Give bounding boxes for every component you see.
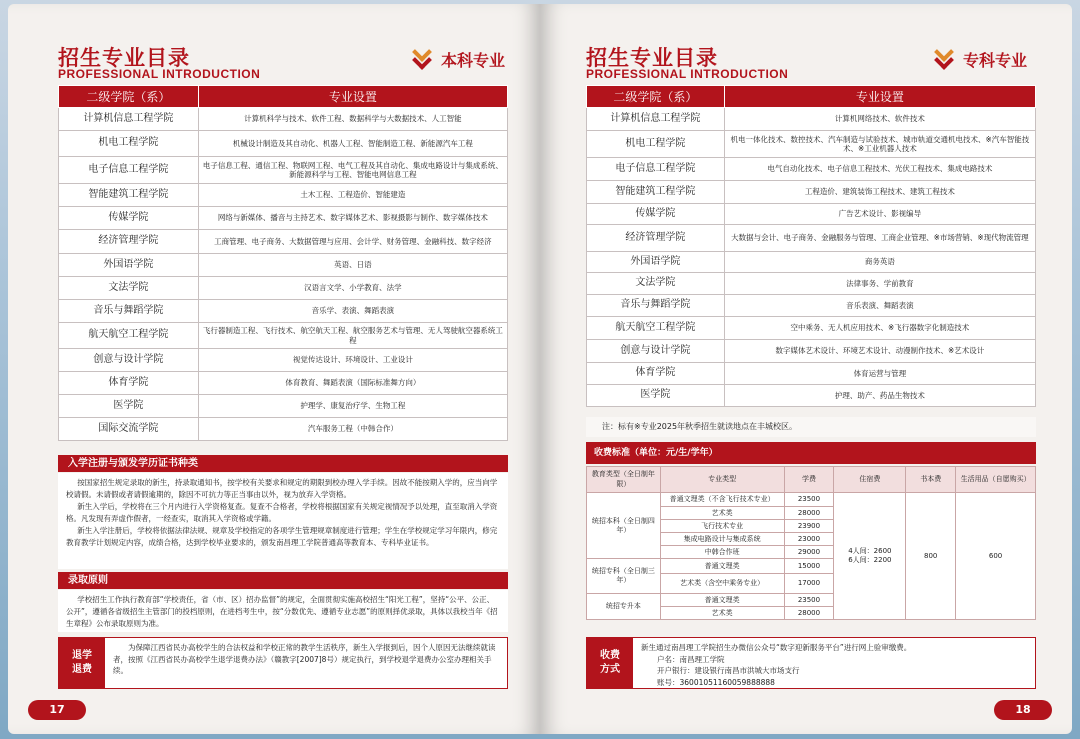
major-cell: 音乐学、表演、舞蹈表演 [198,300,507,323]
chevron-down-icon [413,49,433,71]
table-row [59,300,508,323]
paragraph: 新生入学后，学校将在三个月内进行入学资格复查。复查不合格者，学校将根据国家有关规定视情况予以处理，直至取消入学资格。凡发现有弄虚作假者，一经查实，取消其入学资格或学籍。 [66,502,498,523]
paragraph: 学校招生工作执行教育部“学校责任，省（市、区）招办监督”的规定，全面贯彻实施高校招生“阳光工程”，坚持“公平、公正、公开”，遵循各省级招生主管部门的投档原则，在进档考生中，按“分数优先、遵循专业志愿”的原则择优录取，具体以我校当年《招生章程》公布录取原则为准。 [66,595,498,628]
tuition-cell: 15000 [784,559,834,574]
major-cell: 计算机网络技术、软件技术 [724,108,1035,131]
book-fee-cell: 800 [906,493,956,620]
chevron-down-icon [935,49,955,71]
major-cell: 护理、助产、药品生物技术 [724,385,1035,407]
table-row [59,230,508,254]
dept-cell: 机电工程学院 [59,131,199,157]
edu-type-cell: 统招专升本 [587,594,661,620]
table-row [59,323,508,349]
table-row [587,295,1036,317]
table-row [59,184,508,207]
dept-cell: 智能建筑工程学院 [587,181,725,204]
payment-line: 户名：南昌理工学院 [657,654,725,664]
section-body-registration [58,473,508,569]
page-left [8,4,540,734]
section-header-registration: 入学注册与颁发学历证书种类 [58,455,508,472]
table-row [59,157,508,184]
major-cell: 机械设计制造及其自动化、机器人工程、智能制造工程、新能源汽车工程 [198,131,507,157]
table-row [59,372,508,395]
major-cell: 护理学、康复治疗学、生物工程 [198,395,507,418]
table-row [59,277,508,300]
dept-cell: 外国语学院 [59,254,199,277]
section-header-admission: 录取原则 [58,572,508,589]
dept-cell: 航天航空工程学院 [59,323,199,349]
tuition-cell: 23500 [784,493,834,507]
major-cell: 大数据与会计、电子商务、金融服务与管理、工商企业管理、※市场营销、※现代物流管理 [724,225,1035,252]
dept-cell: 文法学院 [587,273,725,295]
major-cell: 广告艺术设计、影视编导 [724,204,1035,225]
dept-cell: 文法学院 [59,277,199,300]
major-cell: 工程造价、建筑装饰工程技术、建筑工程技术 [724,181,1035,204]
major-type-cell: 飞行技术专业 [660,520,784,533]
fee-row [587,493,1036,507]
tuition-cell: 28000 [784,507,834,520]
major-cell: 英语、日语 [198,254,507,277]
table-row [587,363,1036,385]
category-badge [935,48,1027,71]
major-cell: 汽车服务工程（中韩合作） [198,418,507,441]
col-dorm: 住宿费 [834,467,906,493]
table-row [587,131,1036,158]
edu-type-cell: 统招本科（全日制四年） [587,493,661,559]
table-row [59,207,508,230]
table-row [587,317,1036,340]
major-cell: 商务英语 [724,252,1035,273]
major-type-cell: 普通文理类 [660,559,784,574]
refund-tag [59,638,105,688]
section-body-admission [58,590,508,632]
page-title: 招生专业目录 [586,46,718,70]
table-row [587,108,1036,131]
dept-cell: 计算机信息工程学院 [59,108,199,131]
major-type-cell: 普通文理类 [660,594,784,607]
tuition-cell: 23900 [784,520,834,533]
tag-line: 退费 [72,664,92,675]
tag-line: 收费 [600,650,620,661]
edu-type-cell: 统招专科（全日制三年） [587,559,661,594]
tuition-cell: 28000 [784,607,834,620]
major-cell: 土木工程、工程造价、智能建造 [198,184,507,207]
paragraph: 按国家招生规定录取的新生，持录取通知书，按学校有关要求和规定的期限到校办理入学手续。因故不能按期入学的，应当向学校请假。未请假或者请假逾期的，除因不可抗力等正当事由以外，视为放弃入学资格。 [66,478,498,499]
dept-cell: 医学院 [59,395,199,418]
table-row [587,204,1036,225]
table-row [587,385,1036,407]
dept-cell: 国际交流学院 [59,418,199,441]
table-row [587,225,1036,252]
major-cell: 音乐表演、舞蹈表演 [724,295,1035,317]
major-cell: 汉语言文学、小学教育、法学 [198,277,507,300]
col-dept: 二级学院（系） [587,86,725,108]
col-living: 生活用品（自愿购买） [956,467,1036,493]
major-type-cell: 普通文理类（不含飞行技术专业） [660,493,784,507]
table-row [587,252,1036,273]
payment-text [633,638,1035,688]
col-book: 书本费 [906,467,956,493]
payment-line: 开户银行：建设银行南昌市洪城大市场支行 [657,666,800,676]
major-type-cell: 中韩合作班 [660,546,784,559]
dept-cell: 外国语学院 [587,252,725,273]
paragraph: 新生入学注册后，学校将依据法律法规、规章及学校指定的各项学生管理规章制度进行管理；学生在学校规定学习年限内，修完教育教学计划规定内容，成绩合格，达到学校毕业要求的，颁发南昌理工学院普通高等教育本、专科毕业证书。 [66,526,498,547]
tag-line: 方式 [600,664,620,675]
dept-cell: 经济管理学院 [587,225,725,252]
fee-table [586,466,1036,620]
major-type-cell: 艺术类（含空中乘务专业） [660,574,784,594]
payment-box [586,637,1036,689]
dept-cell: 音乐与舞蹈学院 [587,295,725,317]
category-badge [413,48,505,71]
col-tuition: 学费 [784,467,834,493]
page-subtitle: PROFESSIONAL INTRODUCTION [586,67,789,81]
major-table [586,85,1036,407]
dept-cell: 音乐与舞蹈学院 [59,300,199,323]
major-cell: 飞行器制造工程、飞行技术、航空航天工程、航空服务艺术与管理、无人驾驶航空器系统工程 [198,323,507,349]
table-row [59,108,508,131]
page-right [540,4,1072,734]
dept-cell: 智能建筑工程学院 [59,184,199,207]
dept-cell: 体育学院 [587,363,725,385]
col-type: 专业类型 [660,467,784,493]
col-edu: 教育类型（全日制年限） [587,467,661,493]
dept-cell: 电子信息工程学院 [59,157,199,184]
dept-cell: 航天航空工程学院 [587,317,725,340]
page-subtitle: PROFESSIONAL INTRODUCTION [58,67,261,81]
fee-header: 收费标准（单位：元/生/学年） [586,442,1036,464]
major-type-cell: 艺术类 [660,607,784,620]
page-number: 17 [28,700,86,720]
dept-cell: 传媒学院 [587,204,725,225]
dorm-fee-cell: 4人间：2600 6人间：2200 [834,493,906,620]
tag-line: 退学 [72,650,92,661]
major-cell: 法律事务、学前教育 [724,273,1035,295]
table-row [587,340,1036,363]
category-label: 专科专业 [963,51,1028,70]
living-fee-cell: 600 [956,493,1036,620]
dept-cell: 计算机信息工程学院 [587,108,725,131]
payment-tag [587,638,633,688]
dept-cell: 经济管理学院 [59,230,199,254]
dept-cell: 机电工程学院 [587,131,725,158]
major-cell: 体育教育、舞蹈表演（国际标准舞方向） [198,372,507,395]
refund-text: 为保障江西省民办高校学生的合法权益和学校正常的教学生活秩序，新生入学报到后，因个人原因无法继续就读者，按照《江西省民办高校学生退学退费办法》（赣教字[2007]8号）规定执行，到学校退学退费办公室办理相关手续。 [113,643,496,676]
major-cell: 计算机科学与技术、软件工程、数据科学与大数据技术、人工智能 [198,108,507,131]
major-type-cell: 艺术类 [660,507,784,520]
major-cell: 数字媒体艺术设计、环境艺术设计、动漫制作技术、※艺术设计 [724,340,1035,363]
col-dept: 二级学院（系） [59,86,199,108]
dept-cell: 创意与设计学院 [59,349,199,372]
page-number: 18 [994,700,1052,720]
campus-note: 注：标有※专业2025年秋季招生就读地点在丰城校区。 [586,417,1036,437]
table-row [59,254,508,277]
major-table [58,85,508,441]
dept-cell: 医学院 [587,385,725,407]
dept-cell: 传媒学院 [59,207,199,230]
payment-line: 账号：36001051160059888888 [657,677,775,687]
table-row [59,418,508,441]
tuition-cell: 17000 [784,574,834,594]
tuition-cell: 23000 [784,533,834,546]
payment-line: 新生通过南昌理工学院招生办微信公众号“数字迎新服务平台”进行网上验审缴费。 [641,643,912,652]
col-major: 专业设置 [724,86,1035,108]
table-row [59,131,508,157]
major-cell: 电气自动化技术、电子信息工程技术、光伏工程技术、集成电路技术 [724,158,1035,181]
dept-cell: 创意与设计学院 [587,340,725,363]
major-cell: 机电一体化技术、数控技术、汽车制造与试验技术、城市轨道交通机电技术、※汽车智能技术、※工业机器人技术 [724,131,1035,158]
major-cell: 体育运营与管理 [724,363,1035,385]
major-cell: 网络与新媒体、播音与主持艺术、数字媒体艺术、影视摄影与制作、数字媒体技术 [198,207,507,230]
major-cell: 工商管理、电子商务、大数据管理与应用、会计学、财务管理、金融科技、数字经济 [198,230,507,254]
table-row [587,181,1036,204]
table-row [59,395,508,418]
major-cell: 视觉传达设计、环境设计、工业设计 [198,349,507,372]
category-label: 本科专业 [441,51,506,70]
table-row [587,158,1036,181]
major-cell: 空中乘务、无人机应用技术、※飞行器数字化制造技术 [724,317,1035,340]
dept-cell: 电子信息工程学院 [587,158,725,181]
tuition-cell: 23500 [784,594,834,607]
open-brochure [8,4,1072,734]
table-row [587,273,1036,295]
dept-cell: 体育学院 [59,372,199,395]
table-row [59,349,508,372]
col-major: 专业设置 [198,86,507,108]
tuition-cell: 29000 [784,546,834,559]
refund-box [58,637,508,689]
page-title: 招生专业目录 [58,46,190,70]
major-cell: 电子信息工程、通信工程、物联网工程、电气工程及其自动化、集成电路设计与集成系统、新能源科学与工程、智能电网信息工程 [198,157,507,184]
major-type-cell: 集成电路设计与集成系统 [660,533,784,546]
